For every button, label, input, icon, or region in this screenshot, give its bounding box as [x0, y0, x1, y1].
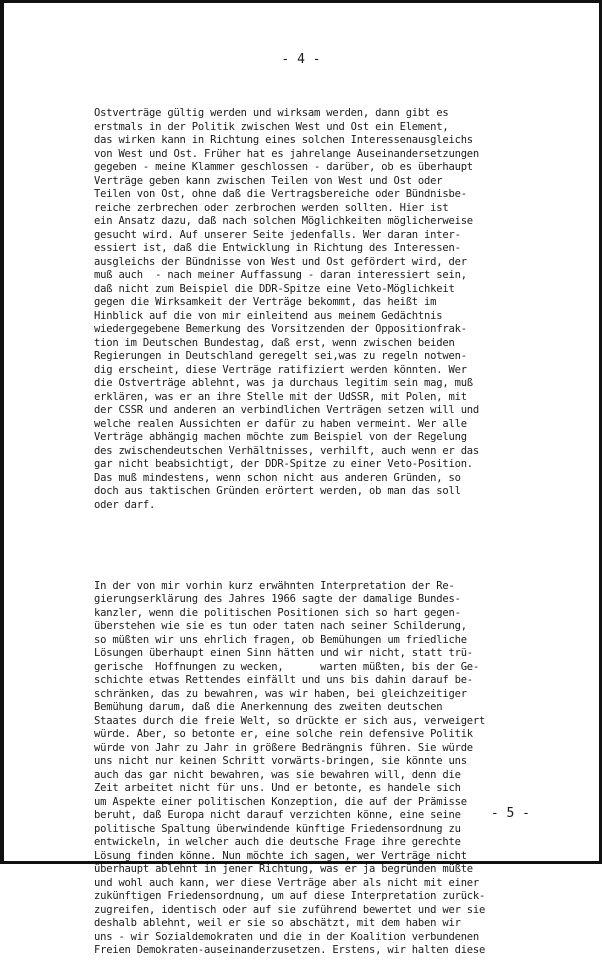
text-line: In der von mir vorhin kurz erwähnten Interpretation der Re-: [94, 579, 455, 592]
text-line: uns - wir Sozialdemokraten und die in der Koalition verbundenen: [94, 930, 480, 943]
text-line: Das muß mindestens, wenn schon nicht aus anderen Gründen, so: [94, 471, 461, 484]
text-line: von West und Ost. Früher hat es jahrelange Auseinandersetzungen: [94, 147, 480, 160]
text-line: beruht, daß Europa nicht darauf verzichten könne, eine seine: [94, 809, 461, 821]
continuation-marker: - 5 -: [490, 806, 530, 821]
text-line: das wirken kann in Richtung eines solchen Interessenausgleichs: [94, 134, 473, 146]
paragraph-gap: [94, 539, 574, 553]
text-line: schränken, das zu bewahren, was wir haben, bei gleichzeitiger: [94, 687, 467, 700]
text-line: Verträge geben kann zwischen Teilen von West und Ost oder: [94, 174, 443, 187]
text-line: essiert ist, daß die Entwicklung in Richtung des Interessen-: [94, 242, 461, 254]
text-line: gegen die Wirksamkeit der Verträge bekommt, das heißt im: [94, 296, 437, 308]
text-line: erklären, was er an ihre Stelle mit der UdSSR, mit Polen, mit: [94, 390, 467, 403]
text-line: welche realen Aussichten er dafür zu haben vermeint. Wer alle: [94, 417, 467, 430]
text-line: gesucht wird. Auf unserer Seite jedenfalls. Wer daran inter-: [94, 228, 461, 241]
paragraph-2: [94, 580, 574, 958]
text-line: Hinblick auf die von mir einleitend aus meinem Gedächtnis: [94, 309, 443, 322]
text-line: gar nicht beabsichtigt, der DDR-Spitze zu einer Veto-Position.: [94, 458, 473, 470]
text-line: gegeben - meine Klammer geschlossen - darüber, ob es überhaupt: [94, 161, 473, 173]
text-line: muß auch - nach meiner Auffassung - daran interessiert sein,: [94, 269, 467, 281]
text-line: gerische Hoffnungen zu wecken, warten müßten, bis der Ge-: [94, 660, 480, 673]
text-line: würde von Jahr zu Jahr in größere Bedrängnis führen. Sie würde: [94, 741, 473, 754]
text-line: deshalb ablehnt, weil er sie so abschätzt, mit dem haben wir: [94, 917, 461, 929]
text-line: dig erscheint, diese Verträge ratifiziert werden könnten. Wer: [94, 363, 467, 376]
text-line: ausgleichs der Bündnisse von West und Ost gefördert wird, der: [94, 255, 467, 268]
text-line: zukünftigen Friedensordnung, um auf diese Interpretation zurück-: [94, 890, 486, 902]
text-line: Lösungen überhaupt einen Sinn hätten und wir nicht, statt trü-: [94, 647, 473, 659]
text-line: kanzler, wenn die politischen Positionen sich so hart gegen-: [94, 606, 461, 619]
text-line: Verträge abhängig machen möchte zum Beispiel von der Regelung: [94, 431, 467, 443]
document-body: [94, 80, 574, 971]
text-line: Lösung finden könne. Nun möchte ich sagen, wer Verträge nicht: [94, 849, 467, 862]
text-line: zugreifen, identisch oder auf sie zuführend bewertet und wer sie: [94, 903, 486, 916]
text-line: politische Spaltung überwindende künftige Friedensordnung zu: [94, 822, 461, 835]
text-line: oder darf.: [94, 498, 156, 511]
text-line: Freien Demokraten-auseinanderzusetzen. Erstens, wir halten diese: [94, 944, 486, 956]
text-line: erstmals in der Politik zwischen West und Ost ein Element,: [94, 120, 449, 133]
text-line: tion im Deutschen Bundestag, daß erst, wenn zwischen beiden: [94, 336, 455, 349]
text-line: so müßten wir uns ehrlich fragen, ob Bemühungen um friedliche: [94, 633, 467, 646]
text-line: schichte etwas Rettendes einfällt und uns bis dahin darauf be-: [94, 674, 473, 686]
text-line: wiedergegebene Bemerkung des Vorsitzenden der Oppositionfrak-: [94, 323, 467, 335]
text-line: um Aspekte einer politischen Konzeption, die auf der Prämisse: [94, 795, 467, 808]
text-line: würde. Aber, so betonte er, eine solche rein defensive Politik: [94, 728, 473, 740]
text-line: die Ostverträge ablehnt, was ja durchaus legitim sein mag, muß: [94, 377, 473, 389]
text-line: Teilen von Ost, ohne daß die Vertragsbereiche oder Bündnisbe-: [94, 188, 467, 200]
text-line: überstehen wie sie es tun oder taten nach seiner Schilderung,: [94, 620, 467, 632]
text-line: daß nicht zum Beispiel die DDR-Spitze eine Veto-Möglichkeit: [94, 282, 455, 295]
text-line: uns nicht nur keinen Schritt vorwärts-bringen, sie könnte uns: [94, 755, 467, 767]
text-line: überhaupt ablehnt in jener Richtung, was er ja begründen müßte: [94, 863, 473, 875]
text-line: der CSSR und anderen an verbindlichen Verträgen setzen will und: [94, 404, 480, 416]
text-line: Ostverträge gültig werden und wirksam werden, dann gibt es: [94, 107, 449, 119]
text-line: ein Ansatz dazu, daß nach solchen Möglichkeiten möglicherweise: [94, 215, 473, 227]
text-line: Zeit arbeitet nicht für uns. Und er betonte, es handele sich: [94, 782, 461, 794]
text-line: und wohl auch kann, wer diese Verträge aber als nicht mit einer: [94, 876, 480, 889]
text-line: Staates durch die freie Welt, so drückte er sich aus, verweigert: [94, 714, 486, 727]
text-line: auch das gar nicht bewahren, was sie bewahren will, denn die: [94, 768, 461, 781]
page-number: - 4 -: [281, 52, 321, 67]
text-line: Regierungen in Deutschland geregelt sei,was zu regeln notwen-: [94, 350, 467, 362]
text-line: entwickeln, in welcher auch die deutsche Frage ihre gerechte: [94, 836, 461, 848]
text-line: Bemühung darum, daß die Anerkennung des zweiten deutschen: [94, 701, 443, 713]
text-line: reiche zerbrechen oder zerbrochen werden sollten. Hier ist: [94, 201, 449, 214]
text-line: gierungserklärung des Jahres 1966 sagte der damalige Bundes-: [94, 593, 461, 605]
text-line: doch aus taktischen Gründen erörtert werden, ob man das soll: [94, 485, 461, 497]
text-line: des zwischendeutschen Verhältnisses, verhilft, auch wenn er das: [94, 444, 480, 457]
paragraph-1: [94, 107, 574, 512]
